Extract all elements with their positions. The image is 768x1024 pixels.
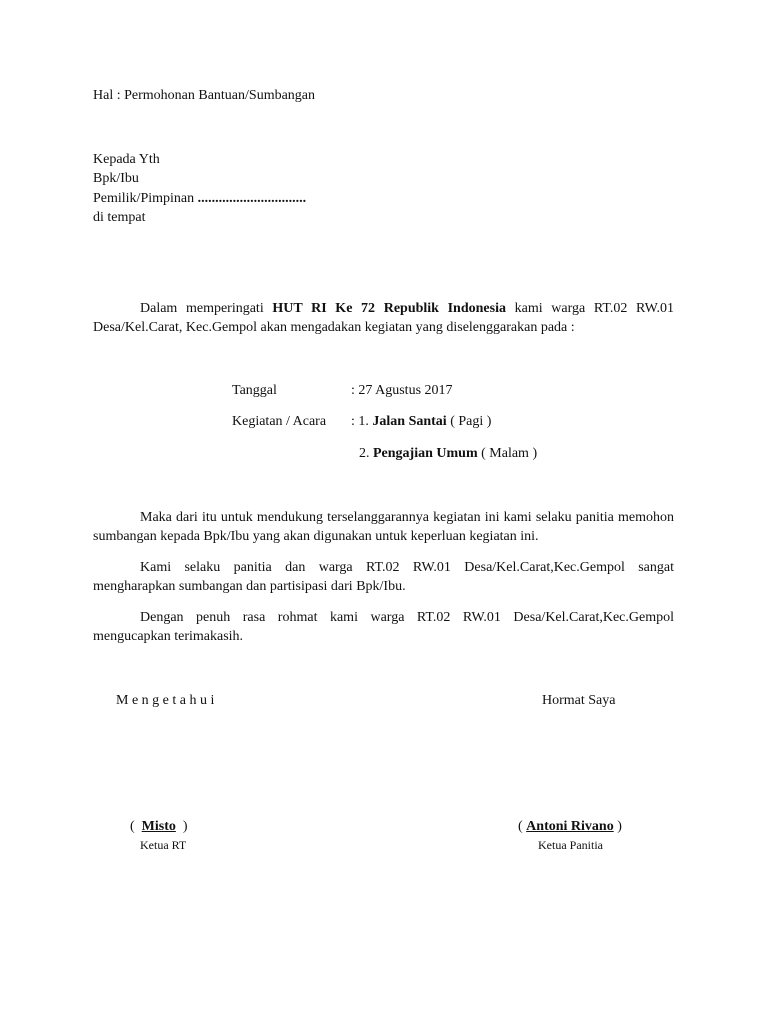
- signer-committee: ( Antoni Rivano ): [518, 819, 622, 834]
- subject-line: Hal : Permohonan Bantuan/Sumbangan: [93, 88, 316, 103]
- signer-committee-name: Antoni Rivano: [526, 819, 614, 834]
- recipient-line-1: Kepada Yth: [93, 152, 160, 167]
- recipient-name-blank: ...............................: [197, 191, 307, 206]
- recipient-line-3: [93, 189, 306, 208]
- signer-rt-title: Ketua RT: [140, 838, 187, 852]
- recipient-line-4: di tempat: [93, 210, 146, 225]
- recipient-line-2: Bpk/Ibu: [93, 171, 139, 186]
- body-paragraph-3: Dengan penuh rasa rohmat kami warga RT.02 RW.01 Desa/Kel.Carat,Kec.Gempol mengucapkan terimakasih.: [93, 610, 674, 644]
- body-paragraph-1: Maka dari itu untuk mendukung terselanggarannya kegiatan ini kami selaku panitia memohon sumbangan kepada Bpk/Ibu yang akan digunakan untuk keperluan kegiatan ini.: [93, 510, 674, 544]
- regards-heading: Hormat Saya: [542, 693, 616, 708]
- date-label: Tanggal: [232, 383, 277, 398]
- event-name: HUT RI Ke 72 Republik Indonesia: [272, 301, 506, 316]
- acknowledged-heading: M e n g e t a h u i: [116, 693, 215, 708]
- activity-1: : 1. Jalan Santai ( Pagi ): [351, 414, 492, 429]
- activity-2: 2. Pengajian Umum ( Malam ): [359, 446, 538, 461]
- opening-paragraph: Dalam memperingati HUT RI Ke 72 Republik Indonesia kami warga RT.02 RW.01 Desa/Kel.Carat, Kec.Gempol akan mengadakan kegiatan yang diselenggarakan pada :: [93, 301, 674, 335]
- signer-rt-name: Misto: [141, 819, 176, 834]
- date-value: : 27 Agustus 2017: [351, 383, 453, 398]
- activity-label: Kegiatan / Acara: [232, 414, 327, 429]
- body-paragraph-2: Kami selaku panitia dan warga RT.02 RW.01 Desa/Kel.Carat,Kec.Gempol sangat mengharapkan sumbangan dan partisipasi dari Bpk/Ibu.: [93, 560, 674, 594]
- signer-committee-title: Ketua Panitia: [538, 838, 603, 852]
- signer-rt: ( Misto ): [130, 819, 188, 834]
- recipient-role: Pemilik/Pimpinan: [93, 191, 198, 206]
